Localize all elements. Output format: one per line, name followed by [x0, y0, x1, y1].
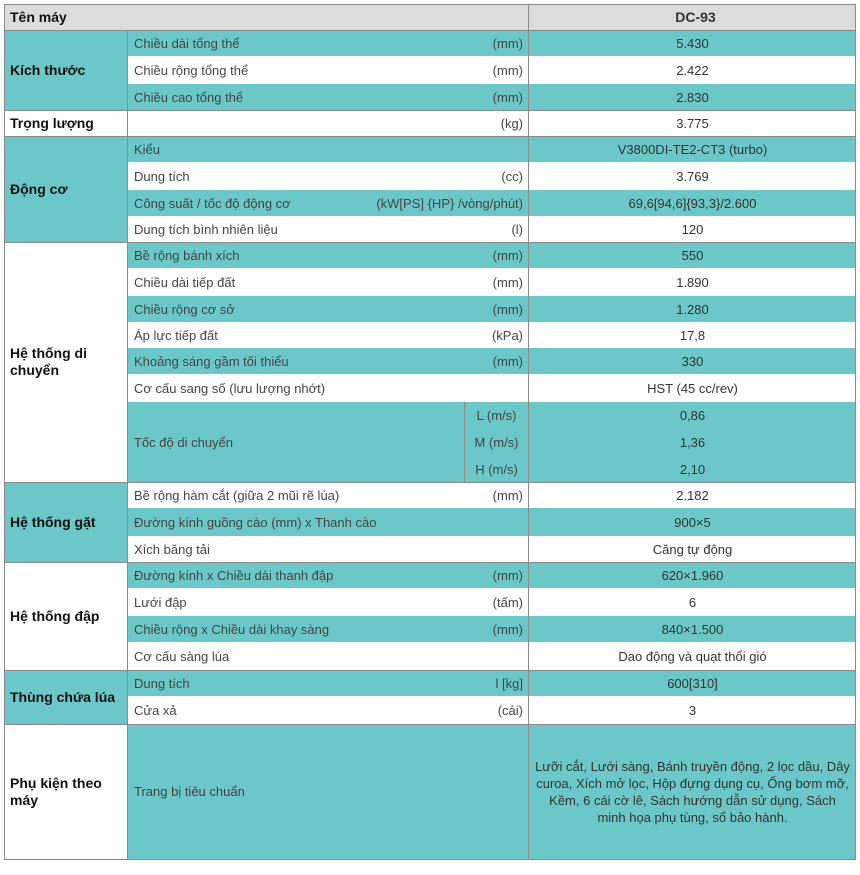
- category-label: Động cơ: [4, 136, 127, 242]
- row-item: Công suất / tốc độ động cơ: [128, 190, 528, 216]
- row-item: Chiều rộng x Chiều dài khay sàng: [128, 616, 528, 642]
- row-divider: [4, 482, 856, 483]
- row-value: 1.280: [529, 296, 856, 322]
- header-label: Tên máy: [4, 4, 528, 30]
- row-item: Chiều cao tổng thể: [128, 84, 528, 110]
- row-item: Xích băng tải: [128, 536, 528, 562]
- row-value: Lưỡi cắt, Lưới sàng, Bánh truyền động, 2 lọc dầu, Dây curoa, Xích mở lọc, Hộp đựng dụng cụ, Ống bơm mỡ, Kềm, 6 cái cờ lê, Sách hướng dẫn sử dụng, Sách minh họa phụ tùng, sổ bảo hành.: [529, 724, 856, 859]
- row-value: 17,8: [529, 322, 856, 348]
- row-item: Chiều rộng tổng thể: [128, 56, 528, 84]
- row-value: HST (45 cc/rev): [529, 374, 856, 402]
- row-value: 3: [529, 696, 856, 724]
- row-unit: (mm): [492, 274, 523, 290]
- category-label: Phụ kiện theo máy: [4, 724, 127, 859]
- row-value: 330: [529, 348, 856, 374]
- row-value: V3800DI-TE2-CT3 (turbo): [529, 136, 856, 162]
- row-item: Chiều dài tổng thể: [128, 30, 528, 56]
- column-divider: [528, 4, 529, 859]
- row-item: Bề rộng hàm cắt (giữa 2 mũi rẽ lúa): [128, 482, 528, 508]
- row-value: 69,6[94,6]{93,3}/2.600: [529, 190, 856, 216]
- row-unit: (mm): [492, 62, 523, 78]
- row-unit: H (m/s): [465, 456, 528, 482]
- column-divider: [855, 4, 856, 859]
- row-unit: (kW[PS] {HP} /vòng/phút): [376, 195, 523, 211]
- row-value: 600[310]: [529, 670, 856, 696]
- row-item: Đường kính x Chiều dài thanh đập: [128, 562, 528, 588]
- row-value: 900×5: [529, 508, 856, 536]
- row-item: Cơ cấu sang số (lưu lượng nhớt): [128, 374, 528, 402]
- row-item: Chiều rộng cơ sở: [128, 296, 528, 322]
- row-item: Chiều dài tiếp đất: [128, 268, 528, 296]
- row-item: Tốc độ di chuyển: [128, 402, 464, 482]
- row-value: 6: [529, 588, 856, 616]
- category-label: Trọng lượng: [4, 110, 127, 136]
- row-unit: (cái): [497, 702, 523, 718]
- category-label: Hệ thống gặt: [4, 482, 127, 562]
- row-item: Khoảng sáng gầm tối thiểu: [128, 348, 528, 374]
- row-unit: l [kg]: [495, 675, 523, 691]
- column-divider: [4, 4, 5, 859]
- row-divider: [4, 724, 856, 725]
- spec-table: [4, 4, 856, 870]
- category-label: Thùng chứa lúa: [4, 670, 127, 724]
- row-divider: [4, 670, 856, 671]
- column-divider: [464, 402, 465, 482]
- row-unit: M (m/s): [465, 428, 528, 456]
- row-unit: (cc): [501, 168, 523, 184]
- row-divider: [4, 110, 856, 111]
- row-unit: (mm): [492, 89, 523, 105]
- row-divider: [4, 136, 856, 137]
- row-item: Cơ cấu sàng lúa: [128, 642, 528, 670]
- row-unit: (mm): [492, 567, 523, 583]
- row-item: Cửa xả: [128, 696, 528, 724]
- row-value: 3.775: [529, 110, 856, 136]
- row-unit: (mm): [492, 35, 523, 51]
- row-unit: (kg): [128, 110, 528, 136]
- row-value: Căng tự động: [529, 536, 856, 562]
- header-model: DC-93: [529, 4, 856, 30]
- row-value: 2.422: [529, 56, 856, 84]
- row-unit: (kPa): [491, 327, 523, 343]
- row-value: 0,86: [529, 402, 856, 428]
- row-divider: [4, 562, 856, 563]
- category-label: Hệ thống di chuyển: [4, 242, 127, 482]
- row-value: 1,36: [529, 428, 856, 456]
- category-label: Hệ thống đập: [4, 562, 127, 670]
- row-value: 2,10: [529, 456, 856, 482]
- row-item: Dung tích: [128, 162, 528, 190]
- row-item: Đường kính guồng cào (mm) x Thanh cào: [128, 508, 528, 536]
- row-item: Trang bị tiêu chuẩn: [128, 724, 528, 859]
- row-item: Áp lực tiếp đất: [128, 322, 528, 348]
- row-item: Bề rộng bánh xích: [128, 242, 528, 268]
- row-value: 2.830: [529, 84, 856, 110]
- row-unit: (l): [511, 221, 523, 237]
- row-value: 840×1.500: [529, 616, 856, 642]
- row-divider: [4, 30, 856, 31]
- row-divider: [4, 859, 856, 860]
- row-item: Dung tích: [128, 670, 528, 696]
- row-value: 1.890: [529, 268, 856, 296]
- row-value: 3.769: [529, 162, 856, 190]
- row-unit: (mm): [492, 247, 523, 263]
- column-divider: [127, 30, 128, 859]
- row-item: Dung tích bình nhiên liệu: [128, 216, 528, 242]
- row-item: Kiểu: [128, 136, 528, 162]
- category-label: Kích thước: [4, 30, 127, 110]
- row-unit: L (m/s): [465, 402, 528, 428]
- row-value: 120: [529, 216, 856, 242]
- row-divider: [4, 242, 856, 243]
- row-unit: (mm): [492, 487, 523, 503]
- row-value: 5.430: [529, 30, 856, 56]
- row-item: Lưới đập: [128, 588, 528, 616]
- row-unit: (mm): [492, 621, 523, 637]
- row-value: 550: [529, 242, 856, 268]
- row-unit: (mm): [492, 353, 523, 369]
- row-value: 2.182: [529, 482, 856, 508]
- row-value: 620×1.960: [529, 562, 856, 588]
- row-divider: [4, 4, 856, 5]
- row-unit: (mm): [492, 301, 523, 317]
- row-unit: (tấm): [492, 594, 523, 610]
- row-value: Dao động và quạt thổi gió: [529, 642, 856, 670]
